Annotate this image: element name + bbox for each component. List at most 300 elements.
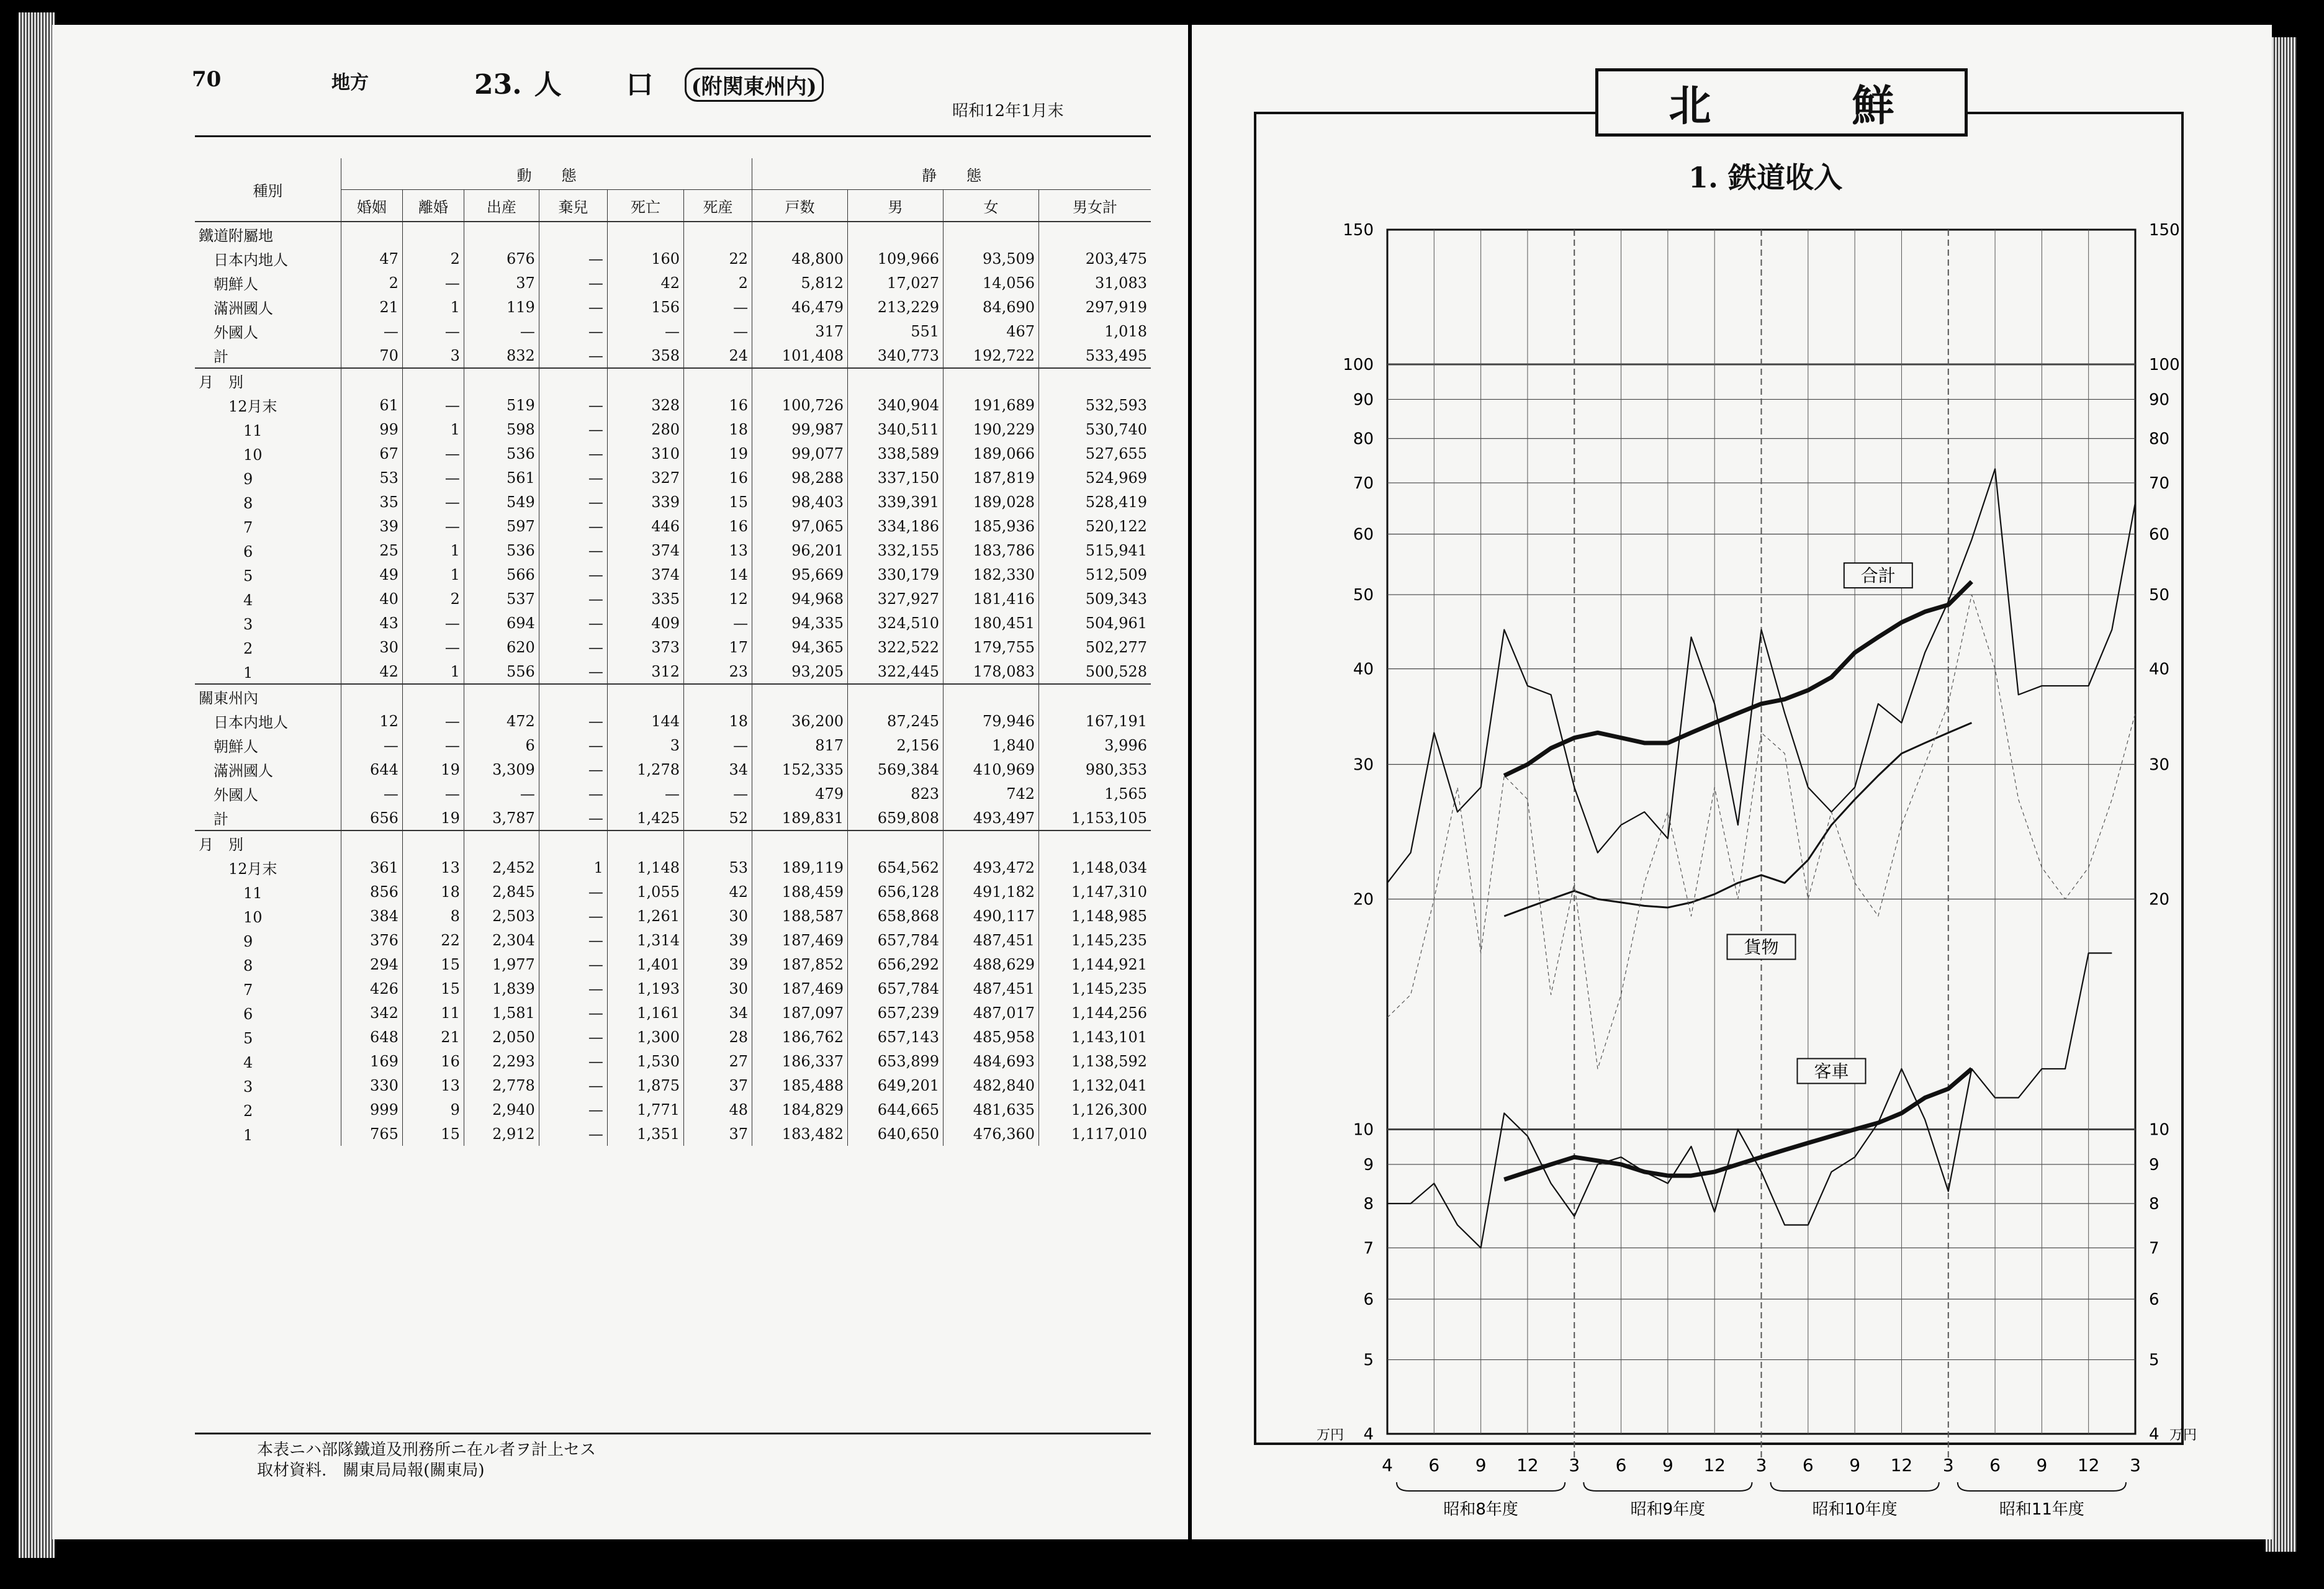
table-cell: 13 xyxy=(684,538,752,562)
y-tick-label-left: 60 xyxy=(1353,525,1374,544)
table-cell: 856 xyxy=(341,880,402,904)
table-cell: — xyxy=(539,1049,607,1073)
table-cell: 1 xyxy=(402,295,464,319)
table-cell: — xyxy=(539,466,607,490)
column-header: 女 xyxy=(944,190,1039,222)
table-cell: — xyxy=(607,781,683,806)
table-cell: 182,330 xyxy=(944,562,1039,587)
table-row xyxy=(195,1049,1151,1073)
table-cell: 537 xyxy=(464,587,539,611)
row-label: 1 xyxy=(195,659,341,684)
table-cell xyxy=(402,222,464,246)
table-cell: 657,143 xyxy=(848,1025,944,1049)
column-header: 死亡 xyxy=(607,190,683,222)
table-cell: 832 xyxy=(464,343,539,368)
table-cell: — xyxy=(341,319,402,343)
table-cell: 95,669 xyxy=(752,562,848,587)
table-cell: 28 xyxy=(684,1025,752,1049)
table-cell xyxy=(341,222,402,246)
table-cell: 566 xyxy=(464,562,539,587)
footnote-1: 本表ニハ部隊鐵道及刑務所ニ在ル者ヲ計上セス xyxy=(257,1441,597,1459)
y-tick-label-left: 150 xyxy=(1343,221,1374,240)
table-cell: — xyxy=(539,781,607,806)
table-cell: 1,839 xyxy=(464,976,539,1001)
table-cell: 16 xyxy=(684,514,752,538)
date-note: 昭和12年1月末 xyxy=(952,102,1064,120)
table-cell xyxy=(848,684,944,709)
table-cell: 980,353 xyxy=(1085,760,1147,778)
table-cell: 35 xyxy=(341,490,402,514)
table-cell: 327,927 xyxy=(848,587,944,611)
table-cell: 340,511 xyxy=(848,417,944,441)
table-cell: 487,451 xyxy=(944,928,1039,952)
table-cell: 94,335 xyxy=(752,611,848,635)
year-label: 昭和10年度 xyxy=(1812,1500,1898,1519)
table-row xyxy=(195,246,1151,271)
table-cell: 22 xyxy=(402,928,464,952)
table-cell: 189,831 xyxy=(752,806,848,831)
table-cell: 280 xyxy=(607,417,683,441)
table-cell: 67 xyxy=(341,441,402,466)
table-cell: 515,941 xyxy=(1085,541,1147,559)
row-label: 10 xyxy=(195,441,341,466)
row-label: 6 xyxy=(195,538,341,562)
table-cell: — xyxy=(341,781,402,806)
table-cell: — xyxy=(539,319,607,343)
table-cell: — xyxy=(539,952,607,976)
table-cell: 297,919 xyxy=(1085,298,1147,316)
year-bracket xyxy=(1397,1482,1565,1491)
y-tick-label-right: 150 xyxy=(2149,221,2180,240)
table-cell: 524,969 xyxy=(1085,469,1147,487)
top-rule xyxy=(195,135,1151,137)
table-cell: 659,808 xyxy=(848,806,944,831)
table-cell xyxy=(402,831,464,855)
table-cell: 551 xyxy=(848,319,944,343)
table-cell: — xyxy=(539,514,607,538)
table-cell xyxy=(752,684,848,709)
table-cell: 47 xyxy=(341,246,402,271)
table-cell: — xyxy=(684,733,752,757)
table-cell: 2,050 xyxy=(464,1025,539,1049)
table-cell: 657,784 xyxy=(848,976,944,1001)
table-cell: — xyxy=(539,1001,607,1025)
table-cell: 1,314 xyxy=(607,928,683,952)
table-cell: — xyxy=(539,880,607,904)
table-cell: 46,479 xyxy=(752,295,848,319)
year-bracket xyxy=(1583,1482,1752,1491)
row-label: 5 xyxy=(195,562,341,587)
table-cell: 179,755 xyxy=(944,635,1039,659)
table-row xyxy=(195,709,1151,733)
table-cell: 317 xyxy=(752,319,848,343)
table-cell: 488,629 xyxy=(944,952,1039,976)
table-cell xyxy=(341,368,402,393)
table-cell: 34 xyxy=(684,1001,752,1025)
table-cell: 183,786 xyxy=(944,538,1039,562)
table-cell: 16 xyxy=(402,1049,464,1073)
table-cell: 2,304 xyxy=(464,928,539,952)
table-cell: 467 xyxy=(944,319,1039,343)
table-cell: 2,845 xyxy=(464,880,539,904)
row-label: 3 xyxy=(195,1073,341,1097)
column-header: 男 xyxy=(848,190,944,222)
row-label: 日本内地人 xyxy=(195,246,341,271)
year-bracket xyxy=(1771,1482,1939,1491)
table-cell: 12 xyxy=(684,587,752,611)
table-cell: 152,335 xyxy=(752,757,848,781)
table-cell: 620 xyxy=(464,635,539,659)
x-tick-label: 12 xyxy=(1516,1455,1539,1475)
table-cell: 1 xyxy=(402,562,464,587)
table-cell: 519 xyxy=(464,393,539,417)
table-cell: 189,119 xyxy=(752,855,848,880)
table-cell: 532,593 xyxy=(1085,396,1147,414)
row-label: 3 xyxy=(195,611,341,635)
table-cell xyxy=(944,368,1039,393)
table-cell: — xyxy=(402,393,464,417)
x-tick-label: 4 xyxy=(1382,1455,1393,1475)
y-tick-label-right: 50 xyxy=(2149,586,2170,605)
table-cell: 144 xyxy=(607,709,683,733)
table-cell: 187,819 xyxy=(944,466,1039,490)
table-cell: 21 xyxy=(402,1025,464,1049)
table-cell: 446 xyxy=(607,514,683,538)
table-cell xyxy=(944,831,1039,855)
table-cell: 640,650 xyxy=(848,1122,944,1146)
table-cell: 656,128 xyxy=(848,880,944,904)
table-cell: 409 xyxy=(607,611,683,635)
table-cell: 98,288 xyxy=(752,466,848,490)
title-main: 人 口 xyxy=(534,69,672,101)
table-cell: 23 xyxy=(684,659,752,684)
table-cell: 61 xyxy=(341,393,402,417)
table-cell xyxy=(539,684,607,709)
table-row xyxy=(195,928,1151,952)
row-label: 滿洲國人 xyxy=(195,757,341,781)
table-cell: 70 xyxy=(341,343,402,368)
table-cell: 410,969 xyxy=(944,757,1039,781)
table-cell: 1,401 xyxy=(607,952,683,976)
table-cell: 5,812 xyxy=(752,271,848,295)
table-cell xyxy=(607,684,683,709)
table-cell: 536 xyxy=(464,538,539,562)
table-row xyxy=(195,417,1151,441)
table-cell: 1,161 xyxy=(607,1001,683,1025)
table-cell: 18 xyxy=(684,709,752,733)
table-cell: 528,419 xyxy=(1085,493,1147,511)
y-tick-label-right: 30 xyxy=(2149,755,2170,775)
table-row xyxy=(195,976,1151,1001)
table-cell: 484,693 xyxy=(944,1049,1039,1073)
x-tick-label: 9 xyxy=(2036,1455,2048,1475)
right-page xyxy=(1192,25,2272,1539)
y-tick-label-left: 7 xyxy=(1363,1239,1374,1258)
table-cell: 15 xyxy=(402,976,464,1001)
table-cell: — xyxy=(539,441,607,466)
table-cell: 358 xyxy=(607,343,683,368)
table-row xyxy=(195,514,1151,538)
x-tick-label: 9 xyxy=(1475,1455,1487,1475)
table-cell: 657,784 xyxy=(848,928,944,952)
table-cell: 13 xyxy=(402,855,464,880)
table-cell: 15 xyxy=(402,952,464,976)
y-tick-label-right: 9 xyxy=(2149,1155,2160,1174)
table-cell: 337,150 xyxy=(848,466,944,490)
table-cell: 1 xyxy=(539,855,607,880)
table-cell: 342 xyxy=(341,1001,402,1025)
table-cell: 334,186 xyxy=(848,514,944,538)
table-cell: 597 xyxy=(464,514,539,538)
y-tick-label-left: 4 xyxy=(1363,1425,1374,1444)
y-tick-label-left: 90 xyxy=(1353,390,1374,410)
table-cell: 491,182 xyxy=(944,880,1039,904)
x-tick-label: 3 xyxy=(1755,1455,1767,1475)
row-label: 8 xyxy=(195,952,341,976)
table-cell: 340,773 xyxy=(848,343,944,368)
table-cell: — xyxy=(402,490,464,514)
table-cell xyxy=(464,368,539,393)
table-row xyxy=(195,466,1151,490)
table-cell: 322,445 xyxy=(848,659,944,684)
table-row xyxy=(195,855,1151,880)
table-cell: 31,083 xyxy=(1095,274,1147,292)
table-cell: 373 xyxy=(607,635,683,659)
y-unit-left: 万円 xyxy=(1316,1428,1344,1443)
table-cell: 657,239 xyxy=(848,1001,944,1025)
row-label: 8 xyxy=(195,490,341,514)
table-cell: 42 xyxy=(341,659,402,684)
table-cell: — xyxy=(539,928,607,952)
row-label: 計 xyxy=(195,343,341,368)
table-cell: 482,840 xyxy=(944,1073,1039,1097)
table-row xyxy=(195,441,1151,466)
y-tick-label-right: 60 xyxy=(2149,525,2170,544)
table-cell: 500,528 xyxy=(1085,662,1147,680)
row-label: 朝鮮人 xyxy=(195,733,341,757)
table-cell xyxy=(607,222,683,246)
table-cell: — xyxy=(539,393,607,417)
table-cell: 294 xyxy=(341,952,402,976)
table-cell: — xyxy=(539,806,607,831)
table-row xyxy=(195,659,1151,684)
table-cell: 487,451 xyxy=(944,976,1039,1001)
table-cell: 185,936 xyxy=(944,514,1039,538)
year-bracket xyxy=(1958,1482,2126,1491)
y-tick-label-right: 100 xyxy=(2149,356,2180,375)
table-cell: 330,179 xyxy=(848,562,944,587)
table-cell: 24 xyxy=(684,343,752,368)
table-cell: 190,229 xyxy=(944,417,1039,441)
table-cell: 2,503 xyxy=(464,904,539,928)
category-header: 種別 xyxy=(195,158,341,222)
table-cell: 493,497 xyxy=(944,806,1039,831)
table-cell: 43 xyxy=(341,611,402,635)
table-cell: 324,510 xyxy=(848,611,944,635)
table-cell: 1,300 xyxy=(607,1025,683,1049)
table-cell xyxy=(848,831,944,855)
series-label-passenger: 客車 xyxy=(1814,1061,1849,1082)
table-cell: 119 xyxy=(464,295,539,319)
row-label: 7 xyxy=(195,976,341,1001)
y-tick-label-right: 20 xyxy=(2149,890,2170,909)
table-cell: 376 xyxy=(341,928,402,952)
table-cell: 53 xyxy=(684,855,752,880)
table-cell: 2 xyxy=(684,271,752,295)
left-page xyxy=(52,25,1188,1539)
row-label: 11 xyxy=(195,417,341,441)
row-label: 關東州內 xyxy=(195,684,341,709)
table-cell: 94,968 xyxy=(752,587,848,611)
page-number: 70 xyxy=(192,67,222,92)
table-cell: 191,689 xyxy=(944,393,1039,417)
table-cell: 694 xyxy=(464,611,539,635)
table-row xyxy=(195,1073,1151,1097)
table-cell: 53 xyxy=(341,466,402,490)
table-cell: — xyxy=(402,781,464,806)
table-cell xyxy=(684,222,752,246)
table-row xyxy=(195,1025,1151,1049)
y-unit-right: 万円 xyxy=(2169,1428,2197,1443)
table-cell xyxy=(1039,368,1151,393)
table-cell: 36,200 xyxy=(752,709,848,733)
table-cell xyxy=(607,368,683,393)
table-row xyxy=(195,952,1151,976)
table-cell: 479 xyxy=(752,781,848,806)
table-cell: 569,384 xyxy=(848,757,944,781)
table-cell: 21 xyxy=(341,295,402,319)
table-cell: — xyxy=(539,417,607,441)
table-cell: 520,122 xyxy=(1085,517,1147,535)
table-cell: 1,530 xyxy=(607,1049,683,1073)
table-cell: 487,017 xyxy=(944,1001,1039,1025)
column-header: 離婚 xyxy=(402,190,464,222)
row-label: 1 xyxy=(195,1122,341,1146)
table-cell: 37 xyxy=(684,1122,752,1146)
table-cell xyxy=(402,368,464,393)
table-cell: 17,027 xyxy=(848,271,944,295)
table-cell xyxy=(684,684,752,709)
table-cell: — xyxy=(539,976,607,1001)
table-cell: — xyxy=(539,295,607,319)
row-label: 外國人 xyxy=(195,319,341,343)
bottom-rule xyxy=(195,1433,1151,1434)
table-cell: 1,144,256 xyxy=(1071,1004,1147,1022)
table-cell xyxy=(752,222,848,246)
row-label: 7 xyxy=(195,514,341,538)
table-cell: 335 xyxy=(607,587,683,611)
table-cell: 187,852 xyxy=(752,952,848,976)
table-cell: — xyxy=(341,733,402,757)
table-row xyxy=(195,319,1151,343)
table-cell: 187,469 xyxy=(752,976,848,1001)
y-tick-label-right: 5 xyxy=(2149,1351,2160,1370)
table-cell: 188,459 xyxy=(752,880,848,904)
table-row xyxy=(195,733,1151,757)
y-tick-label-right: 4 xyxy=(2149,1425,2160,1444)
table-cell: — xyxy=(539,343,607,368)
table-cell: 9 xyxy=(402,1097,464,1122)
region-title-right: 鮮 xyxy=(1852,81,1894,131)
table-cell: 656,292 xyxy=(848,952,944,976)
table-cell: 156 xyxy=(607,295,683,319)
table-cell: 160 xyxy=(607,246,683,271)
table-cell: 181,416 xyxy=(944,587,1039,611)
table-cell: 37 xyxy=(684,1073,752,1097)
column-header: 出産 xyxy=(464,190,539,222)
table-cell: 189,066 xyxy=(944,441,1039,466)
table-cell: 472 xyxy=(464,709,539,733)
table-cell: 100,726 xyxy=(752,393,848,417)
table-cell xyxy=(1039,684,1151,709)
y-tick-label-right: 10 xyxy=(2149,1120,2170,1140)
table-cell xyxy=(684,368,752,393)
table-cell: 1,117,010 xyxy=(1071,1125,1147,1143)
column-header: 婚姻 xyxy=(341,190,402,222)
column-header: 男女計 xyxy=(1039,190,1151,222)
table-cell: 167,191 xyxy=(1085,712,1147,730)
table-cell: — xyxy=(402,709,464,733)
table-cell: 187,469 xyxy=(752,928,848,952)
table-cell: 12 xyxy=(341,709,402,733)
x-tick-label: 6 xyxy=(1989,1455,2001,1475)
footnote-2: 取材資料. 關東局局報(關東局) xyxy=(257,1461,485,1480)
table-cell: — xyxy=(402,733,464,757)
table-cell: 527,655 xyxy=(1085,444,1147,462)
table-cell: 332,155 xyxy=(848,538,944,562)
table-cell: 658,868 xyxy=(848,904,944,928)
table-cell xyxy=(1039,222,1151,246)
table-cell: — xyxy=(539,635,607,659)
table-cell: 1,148 xyxy=(607,855,683,880)
table-cell: 39 xyxy=(684,952,752,976)
table-cell: 3,309 xyxy=(464,757,539,781)
table-cell: — xyxy=(539,490,607,514)
x-tick-label: 3 xyxy=(1569,1455,1580,1475)
table-row xyxy=(195,368,1151,393)
table-cell: 15 xyxy=(684,490,752,514)
table-cell: 312 xyxy=(607,659,683,684)
table-cell: — xyxy=(684,319,752,343)
x-tick-label: 6 xyxy=(1802,1455,1814,1475)
table-cell: 1,278 xyxy=(607,757,683,781)
y-tick-label-left: 70 xyxy=(1353,474,1374,493)
column-header: 棄兒 xyxy=(539,190,607,222)
table-cell: 490,117 xyxy=(944,904,1039,928)
x-tick-label: 12 xyxy=(2077,1455,2100,1475)
table-cell: 1,145,235 xyxy=(1071,979,1147,997)
table-cell: 384 xyxy=(341,904,402,928)
table-cell: 3,787 xyxy=(464,806,539,831)
table-cell: 1,565 xyxy=(1104,785,1147,803)
table-row xyxy=(195,538,1151,562)
table-cell xyxy=(539,222,607,246)
row-label: 月 別 xyxy=(195,831,341,855)
table-cell: — xyxy=(464,781,539,806)
table-row xyxy=(195,611,1151,635)
x-tick-label: 3 xyxy=(2130,1455,2141,1475)
table-cell: 49 xyxy=(341,562,402,587)
row-label: 計 xyxy=(195,806,341,831)
table-cell: 30 xyxy=(684,976,752,1001)
table-cell: 1,147,310 xyxy=(1071,883,1147,901)
table-cell: 25 xyxy=(341,538,402,562)
table-cell: 2,293 xyxy=(464,1049,539,1073)
table-cell xyxy=(752,831,848,855)
y-tick-label-left: 6 xyxy=(1363,1290,1374,1309)
region-title-left: 北 xyxy=(1669,81,1711,131)
table-cell: 186,337 xyxy=(752,1049,848,1073)
